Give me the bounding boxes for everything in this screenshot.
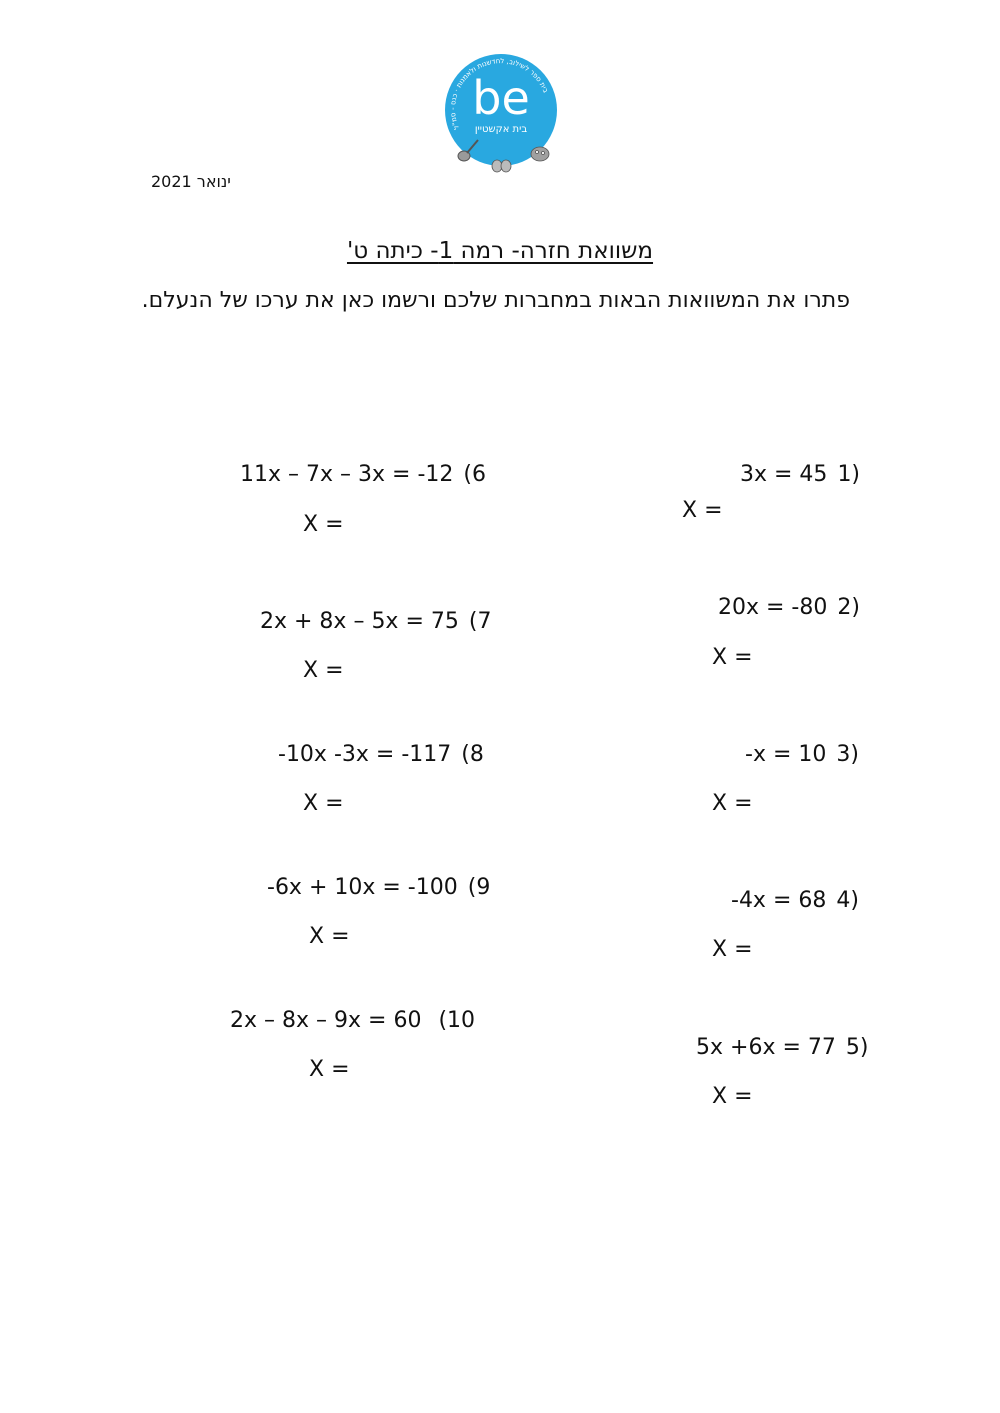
equation-4 bbox=[731, 888, 859, 913]
equation-expr: 20x = -80 bbox=[718, 595, 828, 620]
equation-expr: -4x = 68 bbox=[731, 888, 827, 913]
equation-number: (10 bbox=[438, 1008, 476, 1033]
answer-8[interactable]: X = bbox=[303, 791, 344, 816]
equation-number: 1) bbox=[837, 462, 861, 487]
logo-ring-text: בית ספר לשילוב, לחדשנות ולאמנות · כנס - סמ"ל bbox=[448, 57, 550, 131]
school-logo bbox=[440, 52, 562, 174]
equation-number: (7 bbox=[468, 609, 492, 634]
equation-number: 3) bbox=[836, 742, 859, 767]
equation-number: (9 bbox=[467, 875, 491, 900]
answer-10[interactable]: X = bbox=[309, 1057, 350, 1082]
equation-expr: -10x -3x = -117 bbox=[278, 742, 452, 767]
page-title: משוואת חזרה- רמה 1- כיתה ט' bbox=[346, 238, 654, 264]
palette-icon bbox=[531, 147, 549, 161]
answer-3[interactable]: X = bbox=[712, 791, 753, 816]
equation-expr: 2x + 8x – 5x = 75 bbox=[260, 609, 459, 634]
logo-initials: be bbox=[472, 71, 530, 125]
answer-7[interactable]: X = bbox=[303, 658, 344, 683]
equation-expr: 5x +6x = 77 bbox=[696, 1035, 836, 1060]
answer-5[interactable]: X = bbox=[712, 1084, 753, 1109]
equation-2 bbox=[718, 595, 860, 620]
equation-9 bbox=[267, 875, 490, 900]
answer-9[interactable]: X = bbox=[309, 924, 350, 949]
equation-10 bbox=[230, 1008, 475, 1033]
equation-7 bbox=[260, 609, 491, 634]
date-label: ינואר 2021 bbox=[151, 172, 231, 191]
equation-number: (6 bbox=[463, 462, 486, 487]
equation-number: 2) bbox=[837, 595, 860, 620]
equation-8 bbox=[278, 742, 484, 767]
logo-name: בית אקשטיין bbox=[474, 124, 528, 135]
equation-3 bbox=[745, 742, 859, 767]
equation-5 bbox=[696, 1035, 868, 1060]
equation-number: 4) bbox=[836, 888, 859, 913]
answer-1[interactable]: X = bbox=[682, 498, 723, 523]
equation-expr: 3x = 45 bbox=[740, 462, 828, 487]
equation-expr: -x = 10 bbox=[745, 742, 827, 767]
equation-expr: -6x + 10x = -100 bbox=[267, 875, 458, 900]
equation-expr: 2x – 8x – 9x = 60 bbox=[230, 1008, 436, 1033]
equation-6 bbox=[240, 462, 486, 487]
equation-expr: 11x – 7x – 3x = -12 bbox=[240, 462, 454, 487]
equation-number: (8 bbox=[461, 742, 484, 767]
equation-number: 5) bbox=[845, 1035, 869, 1060]
answer-2[interactable]: X = bbox=[712, 645, 753, 670]
answer-6[interactable]: X = bbox=[303, 512, 344, 537]
instructions: פתרו את המשוואות הבאות במחברות שלכם ורשמו כאן את ערכו של הנעלם. bbox=[141, 288, 850, 313]
equation-1 bbox=[740, 462, 860, 487]
answer-4[interactable]: X = bbox=[712, 937, 753, 962]
